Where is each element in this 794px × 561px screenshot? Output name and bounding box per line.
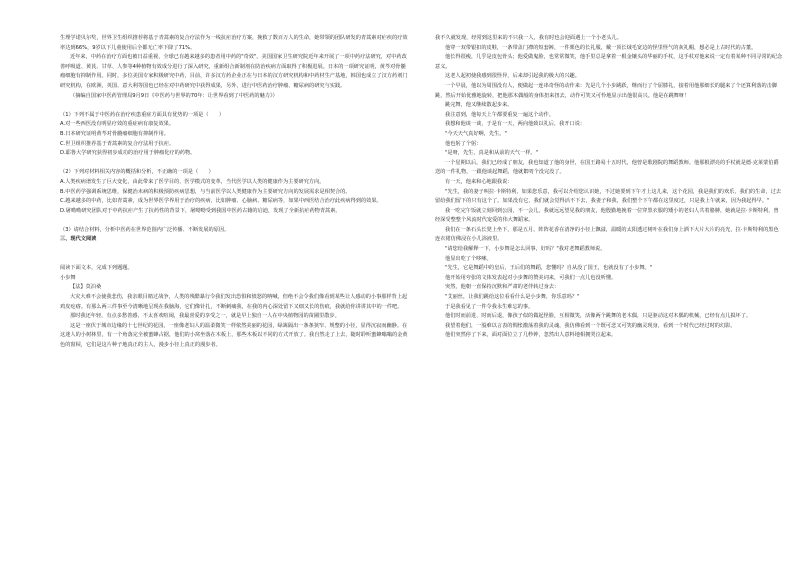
paragraph: "先生，我的妻子叫拉·卡斯特利，如果您乐意，我可以介绍您认识她，不过她要到下午才上这儿来，这个花园，我是我们的欢乐，我们的生命，过去留给我们留下的只有这个了。如果没有它，我们就会觉得活不下去，我妻子和我，我们整个下午都在这里度过，只是我上午就来，因为我起得早。" [435,188,782,205]
paragraph: 我注意到，他每天上午都要重复一遍这个动作。 [445,111,554,118]
paragraph [60,216,408,226]
paragraph: 他也躬了个躬： [445,140,482,147]
paragraph: 他长得很瘦，几乎是皮包骨头；他爱做鬼脸，也常常微笑，他手里总是拿着一根金镶头的华丽的手杖，这手杖对他来说一定有着某种不同寻常的纪念意义。 [435,54,783,70]
paragraph: （1）下列不属于中医药在治疗疾患重症方面具有优势的一项是（ ） [60,111,225,118]
right-column [435,34,783,341]
paragraph: 小步舞 [60,274,76,281]
paragraph: （摘编自国家中医药管理局9月9日《中医药与世界的70年：让世界看到了中医药的魅力》） [70,92,278,99]
paragraph: 近年来，中药在治疗方面也被日益重视，全球已有越来越多的患者用中药的"奇效"。美国国家卫生研究院近年来开展了一项中药疗法研究，对中药改善呼吸道、黄芪、甘草、人参等4种植物有效成分进行了深入研究，重新组合新制剂在防治疾病方面取得了积极进展。日本的一项研究证明，黄芩对骨髓瘤细胞有抑制作用。同时，多位美国专家积极研究中药，目前，许多汉方药企业正在与日本的汉方研究机构和中药材生产基地，韩国也成立了汉方药剂门研究机构，在欧洲，英国、意大利等国也已经在对中药研究中获得成果，另外，进行中医药治疗肿瘤、糖尿病的研究与实践。 [60,54,408,89]
paragraph: 他们突然停了下来，面对面位立了几秒钟，忽然出人意料地相拥哭泣起来。 [445,332,617,339]
paragraph: 一个早晨，他以为周围没有人，便做起一连串奇怪的动作来：先是几个小步跳跃，继而行了个屈膝礼，接着用他那细长的腿来了个还算利落的击脚跳，然后开始优雅地旋转，把他那木偶般的身体扭来扭去，动作可笑又可怜地显示出他很高兴。他是在跳舞呀！ [435,82,778,99]
paragraph: 阅读下面文本，完成下列题题。 [60,265,133,272]
paragraph: 这是一座伏于城市边缘的十七世纪的花园，一座像老妇人的温柔微笑一样依然美丽的花园，绿篱隔出一条条狭窄、规整的小径，显得沉寂而幽静。在这迷人的小树林里，有一个角落完全被蜜蜂占据，他们的小窝坐落在木板上，那些木板以不同的方式开放了。我自然走了上去，随时聆听蜜蜂嗡嗡的金黄色的窗棂，它们是这片种子地真正的主人，漫步小径上真正的漫步者。 [60,322,408,348]
paragraph: 有一天，他来和心地跟我说： [445,178,513,185]
paragraph: "是呀，先生，真是和从前的天气一样。" [445,150,538,157]
paragraph: 这老人起初使我感到很怪异，后来却引起我的极大的兴趣。 [445,73,580,80]
paragraph: 我不久就发现，经常到这里来的不只我一人，我有时也会迎面遇上一个小老头儿。 [435,35,622,41]
paragraph: 他开始用夸张的文体发表起对小步舞的赞美词来，可我们一点儿也没听懂。 [445,274,617,281]
paragraph: （2）下列对材料相关内容的概括和分析，不正确的一项是（ ） [60,169,214,176]
paragraph [60,245,408,255]
paragraph: 我想和他谈一谈，于是有一天，两向他致以礼后，我开口说： [445,121,586,128]
paragraph: D.耶鲁大学研究获得初步成功的治疗用于肿瘤化疗的药物。 [60,150,196,157]
paragraph: 生理学诺贝尔奖，世界卫生组织推荐将基于青蒿素的复合疗法作为一线抗疟治疗方案，挽救了数百万人的生命，她带领的团队研发的青蒿素对疟疾的疗效率达到66%，9岁以下儿童使用后全都无亡率下降了71%。 [60,35,408,51]
paragraph [60,159,408,169]
paragraph: 于是我看见了一件令我永生难忘的事。 [445,303,534,310]
paragraph: D.屠呦呦研究团队对于中药抗疟产生了抗药性的背景下，屠呦呦受到我国中医药古籍的启迪，发现了全新抗疟药物青蒿素。 [60,207,341,214]
paragraph: 三、现代文阅读 [60,236,97,243]
paragraph: 大灾大难不会使我悲伤，我亲眼目睹过战争，人类的残酷暴行令我们发出恐惧和愤怒的呐喊，但绝不会令我们像看到某些让人感动的小事那样背上起鸡皮疙瘩。有那么两三件事至今清晰地呈现在我脑海，它们像针扎，不断刺痛我，在我的内心深处留下又细又长的伤痕，我就给你讲讲其中的一件吧。 [60,294,408,310]
paragraph: 他显出吃了个哆嗦。 [445,255,492,262]
paragraph: 我一吃完午饭就立刻回到公园，不一会儿，我就远远望见我的朋友，他殷勤地挽着一位穿黑衣服的矮小的老妇人共着胳膊，她就是拉·卡斯特利，曾经深受整整个风流时代宠爱的伟大舞蹈家。 [435,207,779,224]
paragraph: 我们在一条石头长凳上坐下，那是五月。阵阵花香在清净的小径上飘溢，温暖的太阳透过树叶在我们身上洒下大片大片的亮光，拉·卡斯特利的黑色连衣裙仿佛浸在小儿浴液里。 [435,226,779,243]
paragraph: 跳完舞，他又继续散起步来。 [445,102,513,109]
paragraph: "今天天气真好啊，先生。" [445,130,507,137]
paragraph: 突然，他朝一直保持沉默和严肃的老伴转过身去： [445,284,560,291]
paragraph [60,101,408,111]
paragraph: （3）请结合材料，分析中医药在世界范围内广泛传播、不断发展的原因。 [60,226,230,233]
paragraph: C.世卫组织推荐基于青蒿素的复合疗法用于抗疟。 [60,140,175,147]
paragraph: "先生，它是舞蹈中的皇后，王后们的舞蹈，您懂吗？自从没了国王，也就没有了小步舞。" [445,265,653,272]
paragraph: C.越来越多的中药，比如青蒿素，成为世界医学界用于治疗的疾病，比如肿瘤、心脑病、糖尿病等，如果中西医结合治疗此疾病得到的效果。 [60,198,382,205]
paragraph: 他们时而前进、时而后退，像孩子似的做起怪脸，互相微笑，活像两个跳舞的老木偶，只是驱动这对木偶的机械，已经有点儿损坏了。 [445,313,752,320]
paragraph: "请您给我解释一下，小步舞是怎么回事，好吗？"我对老舞蹈教师说。 [445,246,606,253]
paragraph: 一个星期以后，我们已经成了朋友，我也知道了他的身世，在国王路易十五时代，他曾是歌剧院的舞蹈教师。他那根漂亮的手杖就是德·克莱蒙伯爵送的一件礼物，一跟他谈起舞蹈，他就絮叨个没完没了。 [435,159,779,176]
paragraph: 我望着他们，一股难以言表的惆怅激荡着我的灵魂，我仿佛看到一个既可悲又可笑的幽灵现身，看到一个时代已经过时的幻影。 [445,322,736,329]
paragraph: A.人类疾病谱发生了巨大变化，由此带来了医学目的、医学模式的变革，当代医学以人类的健康作为主要研究方向。 [60,178,325,185]
paragraph: B.日本研究证明黄芩对骨髓瘤细胞有抑制作用。 [60,130,169,137]
left-column [60,34,408,351]
paragraph: A.对一些西医没有明显疗效的重症病有康复效果。 [60,121,175,128]
paragraph: 他穿一双带银扣的皮鞋，一条带盖门襟的短套裤，一件栗色的长礼服，戴一顶长绒毛宽边的怪里怪气的灰礼帽，想必是上古时代的古董。 [445,44,757,51]
paragraph: "艾丽丝，让我们跳给这位看看什么是小步舞，你乐意吗？" [445,294,580,301]
paragraph: B.中医药学强调系统思维，保健治未病的积极预防疾病思想，与当前医学以人类健康作为主要研究方向的发展需求是相契合的。 [60,188,351,195]
paragraph: 【法】莫泊桑 [70,284,102,291]
paragraph: 那时我还年轻，有点多愁善感，不太喜欢喧闹，我最喜爱的享受之一，就是早上独自一人在中央植物园的苗圃里散步。 [70,313,340,320]
paragraph [60,255,408,265]
